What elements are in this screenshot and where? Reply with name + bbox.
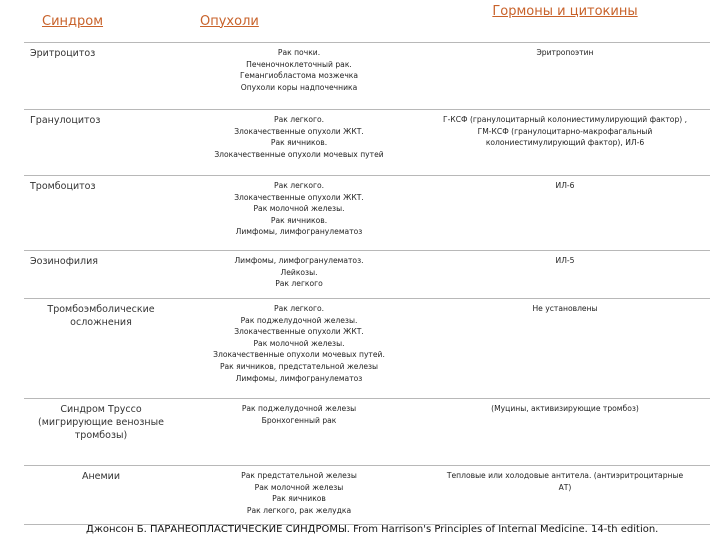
hormones-cell bbox=[420, 176, 710, 251]
tumors-cell-line: Рак легкого. bbox=[273, 181, 325, 190]
tumors-cell-line: Рак легкого, рак желудка bbox=[246, 505, 352, 515]
syndrome-cell-line: осложнения bbox=[70, 317, 132, 328]
hormones-cell-line: ИЛ-5 bbox=[555, 256, 575, 265]
tumors-cell bbox=[178, 399, 420, 466]
tumors-cell bbox=[178, 466, 420, 525]
table-row bbox=[24, 466, 710, 525]
tumors-cell-line: Рак яичников bbox=[272, 494, 326, 504]
tumors-cell-line: Рак почки. bbox=[277, 48, 321, 57]
hormones-cell-line: (Муцины, активизирующие тромбоз) bbox=[491, 404, 639, 413]
syndrome-cell bbox=[24, 299, 178, 399]
header-hormones: Гормоны и цитокины bbox=[420, 0, 710, 43]
hormones-cell bbox=[420, 110, 710, 176]
tumors-cell-line: Лимфомы, лимфогранулематоз. bbox=[234, 256, 364, 265]
hormones-cell bbox=[420, 251, 710, 299]
syndrome-cell bbox=[24, 176, 178, 251]
hormones-cell-line: Г-КСФ (гранулоцитарный колониестимулирующий фактор) , bbox=[442, 115, 688, 124]
header-tumors: Опухоли bbox=[178, 0, 420, 43]
syndrome-cell-line: Тромбоцитоз bbox=[30, 181, 96, 192]
tumors-cell-line: Злокачественные опухоли ЖКТ. bbox=[234, 192, 364, 202]
tumors-cell-line: Лимфомы, лимфогранулематоз bbox=[235, 373, 363, 383]
hormones-cell-line: АТ) bbox=[558, 482, 572, 492]
syndrome-cell bbox=[24, 399, 178, 466]
tumors-cell-line: Бронхогенный рак bbox=[261, 415, 337, 425]
syndrome-cell bbox=[24, 43, 178, 110]
tumors-cell bbox=[178, 251, 420, 299]
syndrome-cell bbox=[24, 466, 178, 525]
tumors-cell-line: Рак легкого. bbox=[273, 304, 325, 313]
hormones-cell-line: Тепловые или холодовые антитела. (антиэритроцитарные bbox=[446, 471, 684, 480]
tumors-cell-line: Рак поджелудочной железы bbox=[241, 404, 357, 413]
syndrome-cell-line: Анемии bbox=[81, 471, 121, 482]
table-row bbox=[24, 43, 710, 110]
tumors-cell bbox=[178, 176, 420, 251]
tumors-cell-line: Рак поджелудочной железы. bbox=[240, 315, 358, 325]
tumors-cell-line: Злокачественные опухоли ЖКТ. bbox=[234, 126, 364, 136]
hormones-cell bbox=[420, 399, 710, 466]
syndrome-cell-line: Тромбоэмболические bbox=[47, 304, 155, 315]
hormones-cell-line: колониестимулирующий фактор), ИЛ-6 bbox=[485, 138, 645, 148]
tumors-cell-line: Рак легкого. bbox=[273, 115, 325, 124]
header-syndrome: Синдром bbox=[24, 0, 178, 43]
hormones-cell bbox=[420, 43, 710, 110]
table-row bbox=[24, 399, 710, 466]
table-header-row bbox=[24, 0, 710, 43]
table-row bbox=[24, 251, 710, 299]
tumors-cell-line: Рак предстательной железы bbox=[241, 471, 357, 480]
hormones-cell-line: ИЛ-6 bbox=[555, 181, 575, 190]
syndrome-cell-line: Эозинофилия bbox=[30, 256, 98, 267]
tumors-cell bbox=[178, 110, 420, 176]
source-caption: Джонсон Б. ПАРАНЕОПЛАСТИЧЕСКИЕ СИНДРОМЫ. From Harrison's Principles of Internal Medicine. 14-th edition. bbox=[86, 524, 659, 535]
syndrome-cell-line: (мигрирующие венозные bbox=[38, 417, 164, 428]
paraneoplastic-syndromes-table bbox=[24, 0, 710, 525]
tumors-cell-line: Рак яичников. bbox=[270, 138, 328, 148]
tumors-cell-line: Рак молочной железы. bbox=[253, 338, 345, 348]
hormones-cell-line: ГМ-КСФ (гранулоцитарно-макрофагальный bbox=[477, 126, 653, 136]
hormones-cell-line: Не установлены bbox=[532, 304, 598, 313]
table-row bbox=[24, 299, 710, 399]
tumors-cell-line: Опухоли коры надпочечника bbox=[240, 82, 358, 92]
syndrome-cell-line: Эритроцитоз bbox=[30, 48, 96, 59]
tumors-cell bbox=[178, 43, 420, 110]
hormones-cell-line: Эритропоэтин bbox=[536, 48, 594, 57]
hormones-cell bbox=[420, 299, 710, 399]
syndrome-cell-line: Синдром Труссо bbox=[60, 404, 142, 415]
tumors-cell-line: Злокачественные опухоли ЖКТ. bbox=[234, 327, 364, 337]
syndrome-cell-line: тромбозы) bbox=[74, 430, 128, 441]
tumors-cell-line: Рак молочной железы. bbox=[253, 204, 345, 214]
tumors-cell-line: Лейкозы. bbox=[280, 267, 318, 277]
syndrome-cell bbox=[24, 110, 178, 176]
tumors-cell-line: Гемангиобластома мозжечка bbox=[239, 71, 359, 81]
syndrome-cell bbox=[24, 251, 178, 299]
tumors-cell-line: Печеночноклеточный рак. bbox=[246, 59, 352, 69]
tumors-cell-line: Лимфомы, лимфогранулематоз bbox=[235, 227, 363, 237]
syndromes-table-container bbox=[24, 0, 710, 525]
hormones-cell bbox=[420, 466, 710, 525]
tumors-cell-line: Рак яичников, предстательной железы bbox=[219, 361, 379, 371]
tumors-cell-line: Рак яичников. bbox=[270, 215, 328, 225]
table-row bbox=[24, 176, 710, 251]
tumors-cell-line: Злокачественные опухоли мочевых путей bbox=[214, 149, 384, 159]
table-body bbox=[24, 43, 710, 525]
tumors-cell-line: Рак легкого bbox=[275, 279, 323, 289]
tumors-cell bbox=[178, 299, 420, 399]
tumors-cell-line: Рак молочной железы bbox=[254, 482, 344, 492]
table-row bbox=[24, 110, 710, 176]
tumors-cell-line: Злокачественные опухоли мочевых путей. bbox=[213, 350, 385, 360]
syndrome-cell-line: Гранулоцитоз bbox=[30, 115, 101, 126]
